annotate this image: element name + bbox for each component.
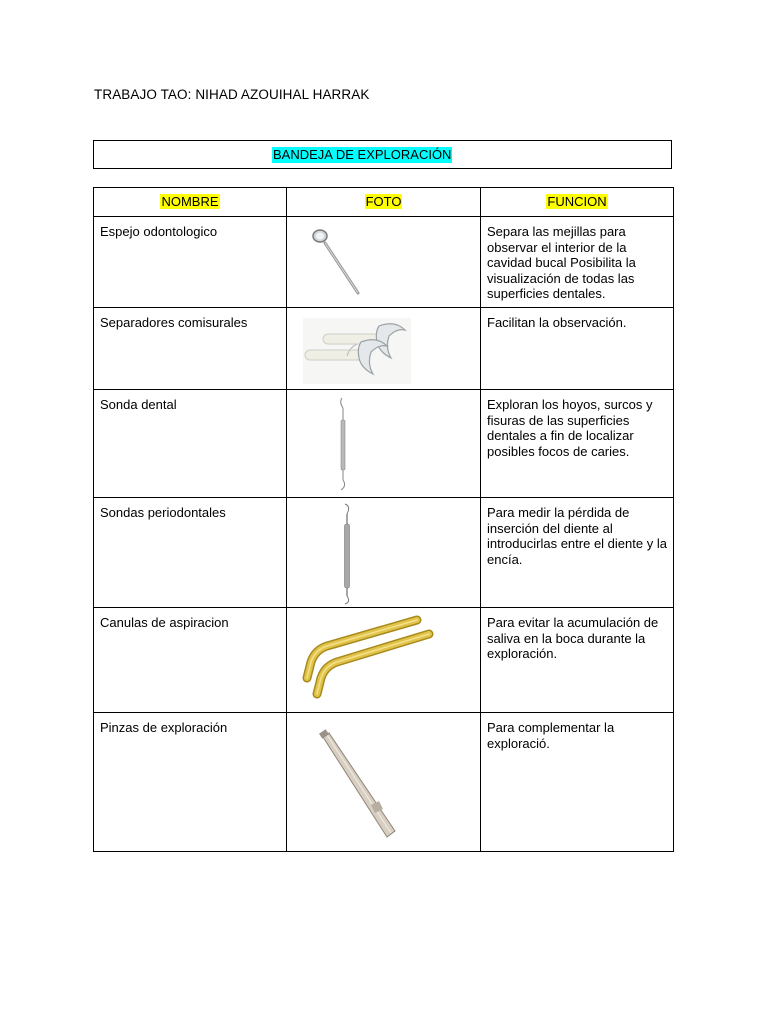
dental-mirror-icon xyxy=(287,217,480,307)
dental-probe-icon xyxy=(287,390,480,497)
table-row xyxy=(94,608,674,713)
tool-photo-cell xyxy=(287,713,481,852)
tool-function-cell: Para complementar la exploració. xyxy=(481,713,674,852)
document-header: TRABAJO TAO: NIHAD AZOUIHAL HARRAK xyxy=(94,87,370,102)
column-header-function: FUNCION xyxy=(481,188,674,217)
tool-photo-cell xyxy=(287,608,481,713)
table-row xyxy=(94,498,674,608)
tool-name-cell: Pinzas de exploración xyxy=(94,713,287,852)
tool-name-cell: Separadores comisurales xyxy=(94,308,287,390)
table-row xyxy=(94,217,674,308)
table-row xyxy=(94,390,674,498)
tool-name-cell: Espejo odontologico xyxy=(94,217,287,308)
column-header-photo: FOTO xyxy=(287,188,481,217)
tool-name-cell: Canulas de aspiracion xyxy=(94,608,287,713)
suction-cannula-icon xyxy=(287,608,480,712)
tools-table xyxy=(93,187,674,852)
cheek-retractor-icon xyxy=(287,308,480,389)
tool-name-cell: Sonda dental xyxy=(94,390,287,498)
tool-photo-cell xyxy=(287,308,481,390)
table-row xyxy=(94,308,674,390)
tool-photo-cell xyxy=(287,390,481,498)
exploration-tweezers-icon xyxy=(287,713,480,851)
table-header-row xyxy=(94,188,674,217)
column-header-name: NOMBRE xyxy=(94,188,287,217)
tool-photo-cell xyxy=(287,217,481,308)
tool-name-cell: Sondas periodontales xyxy=(94,498,287,608)
title-box xyxy=(93,140,672,169)
document-title: BANDEJA DE EXPLORACIÓN xyxy=(273,147,452,162)
tool-function-cell: Exploran los hoyos, surcos y fisuras de las superficies dentales a fin de localizar posibles focos de caries. xyxy=(481,390,674,498)
periodontal-probe-icon xyxy=(287,498,480,607)
tool-photo-cell xyxy=(287,498,481,608)
table-row xyxy=(94,713,674,852)
tool-function-cell: Para medir la pérdida de inserción del diente al introducirlas entre el diente y la encía. xyxy=(481,498,674,608)
tool-function-cell: Separa las mejillas para observar el interior de la cavidad bucal Posibilita la visualización de todas las superficies dentales. xyxy=(481,217,674,308)
tool-function-cell: Para evitar la acumulación de saliva en la boca durante la exploración. xyxy=(481,608,674,713)
tool-function-cell: Facilitan la observación. xyxy=(481,308,674,390)
